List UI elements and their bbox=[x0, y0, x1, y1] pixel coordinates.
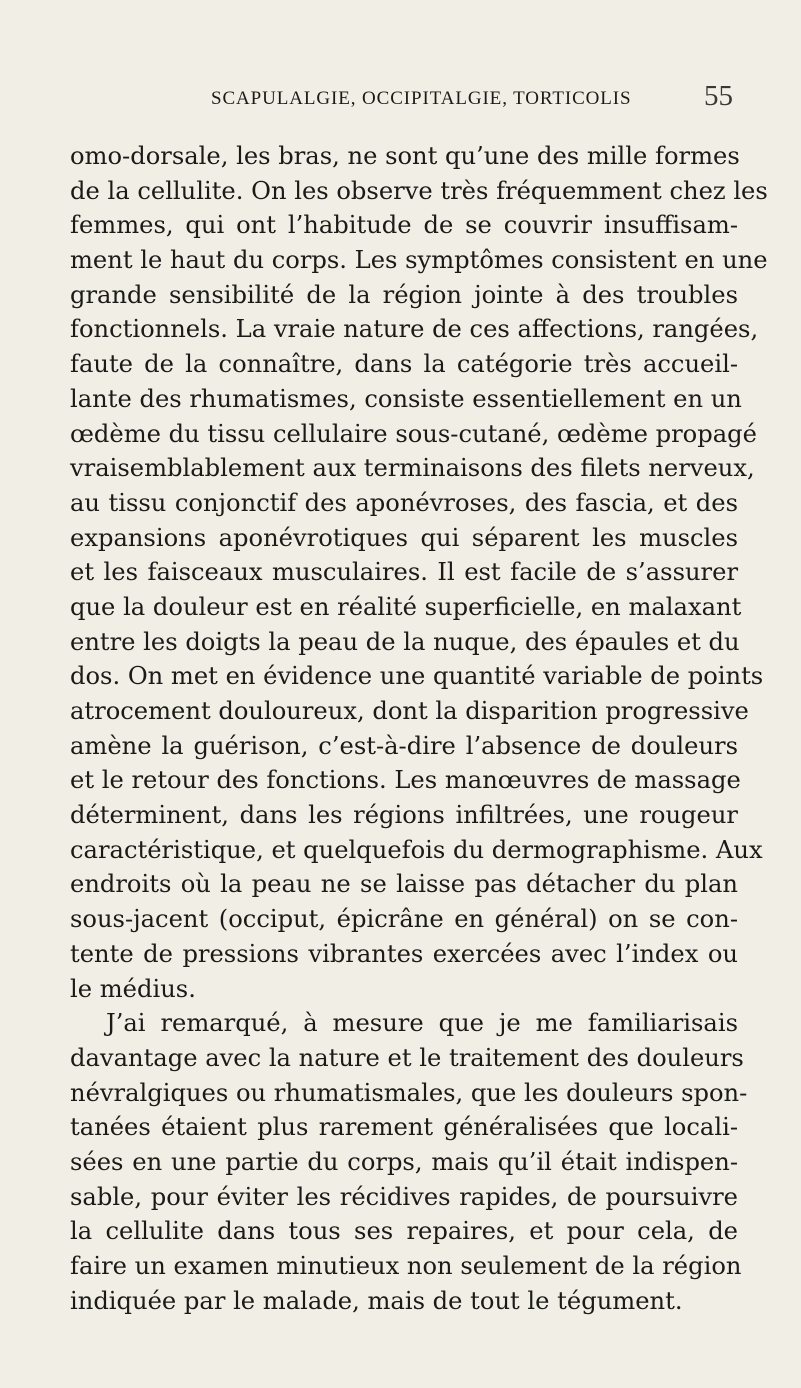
text-line: et le retour des fonctions. Les manœuvres de massage bbox=[70, 766, 741, 795]
running-head: SCAPULALGIE, OCCIPITALGIE, TORTICOLIS bbox=[211, 88, 632, 109]
text-line: faute de la connaître, dans la catégorie très accueil- bbox=[70, 350, 738, 379]
text-line: omo-dorsale, les bras, ne sont qu’une des mille formes bbox=[70, 142, 740, 170]
text-line: ment le haut du corps. Les symptômes consistent en une bbox=[70, 246, 768, 275]
text-line: lante des rhumatismes, consiste essentiellement en un bbox=[70, 384, 742, 413]
text-line: vraisemblablement aux terminaisons des filets nerveux, bbox=[70, 454, 755, 483]
body-text bbox=[70, 139, 768, 1318]
text-line: œdème du tissu cellulaire sous-cutané, œdème propagé bbox=[70, 419, 757, 448]
text-line: expansions aponévrotiques qui séparent les muscles bbox=[70, 523, 738, 552]
text-line: déterminent, dans les régions infiltrées, une rougeur bbox=[70, 801, 738, 830]
text-line: fonctionnels. La vraie nature de ces affections, rangées, bbox=[70, 315, 759, 344]
text-line: de la cellulite. On les observe très fréquemment chez les bbox=[70, 176, 768, 205]
text-line: grande sensibilité de la région jointe à des troubles bbox=[70, 280, 738, 309]
text-line: au tissu conjonctif des aponévroses, des fascia, et des bbox=[70, 488, 738, 517]
text-line: tanées étaient plus rarement généralisées que locali- bbox=[70, 1113, 738, 1142]
page-number: 55 bbox=[704, 80, 733, 112]
paragraph-end-line: indiquée par le malade, mais de tout le tégument. bbox=[70, 1286, 683, 1315]
text-line: névralgiques ou rhumatismales, que les douleurs spon- bbox=[70, 1078, 748, 1107]
text-line: atrocement douloureux, dont la disparition progressive bbox=[70, 697, 749, 725]
paragraph-start-line: J’ai remarqué, à mesure que je me familiarisais bbox=[106, 1009, 738, 1038]
paragraph-end-line: le médius. bbox=[70, 974, 196, 1003]
text-line: faire un examen minutieux non seulement de la région bbox=[70, 1252, 742, 1280]
text-line: entre les doigts la peau de la nuque, des épaules et du bbox=[70, 627, 740, 656]
text-line: sées en une partie du corps, mais qu’il était indispen- bbox=[70, 1147, 738, 1176]
text-line: femmes, qui ont l’habitude de se couvrir insuffisam- bbox=[70, 211, 738, 240]
text-line: la cellulite dans tous ses repaires, et pour cela, de bbox=[70, 1217, 738, 1246]
text-line: sous-jacent (occiput, épicrâne en général) on se con- bbox=[70, 905, 738, 934]
text-line: dos. On met en évidence une quantité variable de points bbox=[70, 662, 764, 691]
text-line: caractéristique, et quelquefois du dermographisme. Aux bbox=[70, 835, 763, 864]
text-line: tente de pressions vibrantes exercées avec l’index ou bbox=[70, 939, 738, 968]
text-line: amène la guérison, c’est-à-dire l’absence de douleurs bbox=[70, 731, 738, 760]
text-line: davantage avec la nature et le traitement des douleurs bbox=[70, 1043, 744, 1072]
text-line: sable, pour éviter les récidives rapides, de poursuivre bbox=[70, 1182, 738, 1211]
text-line: que la douleur est en réalité superficielle, en malaxant bbox=[70, 592, 742, 621]
text-line: et les faisceaux musculaires. Il est facile de s’assurer bbox=[70, 558, 738, 587]
text-line: endroits où la peau ne se laisse pas détacher du plan bbox=[70, 870, 738, 899]
